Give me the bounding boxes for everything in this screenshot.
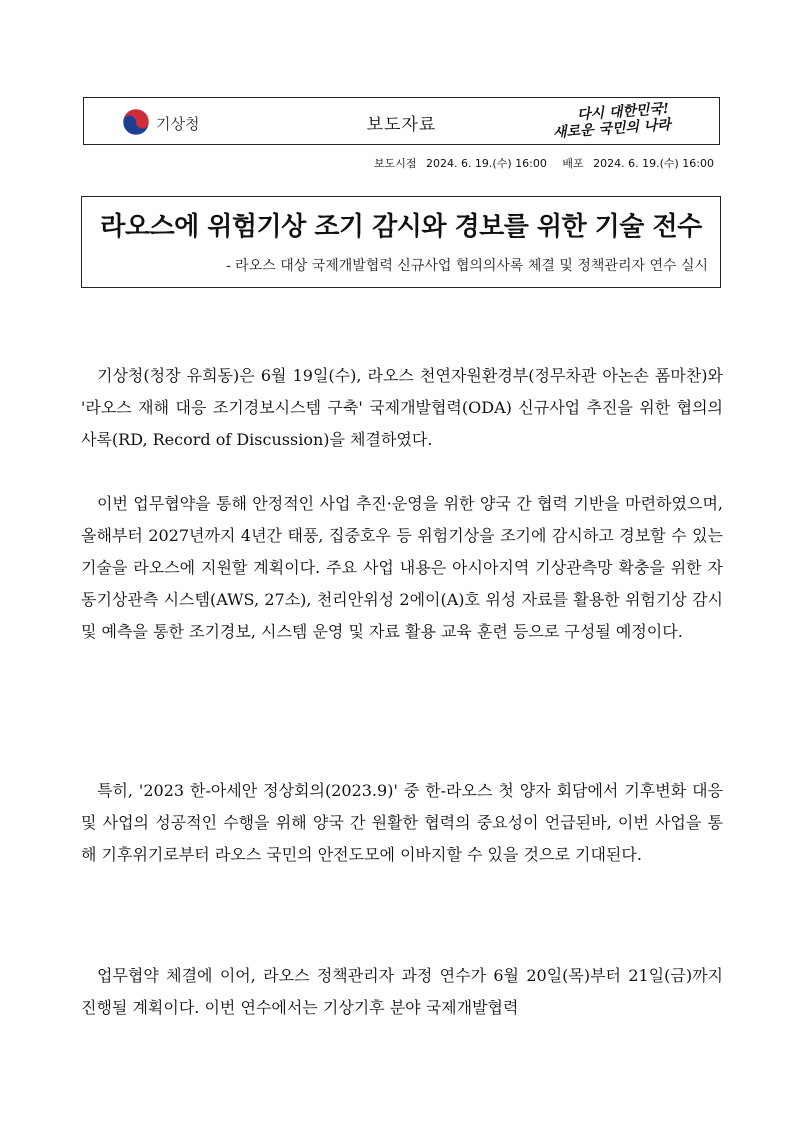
- agency-name: 기상청: [156, 115, 200, 133]
- distribution-label: 배포: [562, 157, 584, 170]
- body-paragraph-1: 기상청(청장 유희동)은 6월 19일(수), 라오스 천연자원환경부(정무차관 아논손 폼마찬)와 '라오스 재해 대응 조기경보시스템 구축' 국제개발협력(ODA) 신규사업 추진을 위한 협의의사록(RD, Record of Discussion)을 체결하였다.: [81, 366, 723, 449]
- headline: 라오스에 위험기상 조기 감시와 경보를 위한 기술 전수: [100, 212, 702, 242]
- slogan-line-1: 다시 대한민국!: [576, 100, 670, 124]
- release-time-line: [368, 155, 714, 171]
- press-header-box: [83, 97, 720, 145]
- release-label: 보도시점: [373, 157, 417, 170]
- body-paragraph-3: 특히, '2023 한-아세안 정상회의(2023.9)' 중 한-라오스 첫 양자 회담에서 기후변화 대응 및 사업의 성공적인 수행을 위해 양국 간 원활한 협력의 중요성이 언급된바, 이번 사업을 통해 기후위기로부터 라오스 국민의 안전도모에 이바지할 수 있을 것으로 기대된다.: [81, 781, 723, 864]
- body-paragraph-2: 이번 업무협약을 통해 안정적인 사업 추진·운영을 위한 양국 간 협력 기반을 마련하였으며, 올해부터 2027년까지 4년간 태풍, 집중호우 등 위험기상을 조기에 감시하고 경보할 수 있는 기술을 라오스에 지원할 계획이다. 주요 사업 내용은 아시아지역 기상관측망 확충을 위한 자동기상관측 시스템(AWS, 27소), 천리안위성 2에이(A)호 위성 자료를 활용한 위험기상 감시 및 예측을 통한 조기경보, 시스템 운영 및 자료 활용 교육 훈련 등으로 구성될 예정이다.: [81, 494, 723, 641]
- title-box: [81, 196, 721, 288]
- distribution-time: 2024. 6. 19.(수) 16:00: [593, 157, 714, 170]
- slogan-line-2: 새로운 국민의 나라: [552, 116, 672, 142]
- press-release-label: 보도자료: [366, 115, 437, 135]
- sub-headline: - 라오스 대상 국제개발협력 신규사업 협의의사록 체결 및 정책관리자 연수 실시: [226, 258, 708, 274]
- slogan-handwriting: [547, 102, 697, 142]
- release-time: 2024. 6. 19.(수) 16:00: [425, 157, 547, 170]
- body-paragraph-4: 업무협약 체결에 이어, 라오스 정책관리자 과정 연수가 6월 20일(목)부터 21일(금)까지 진행될 계획이다. 이번 연수에서는 기상기후 분야 국제개발협력: [81, 966, 723, 1017]
